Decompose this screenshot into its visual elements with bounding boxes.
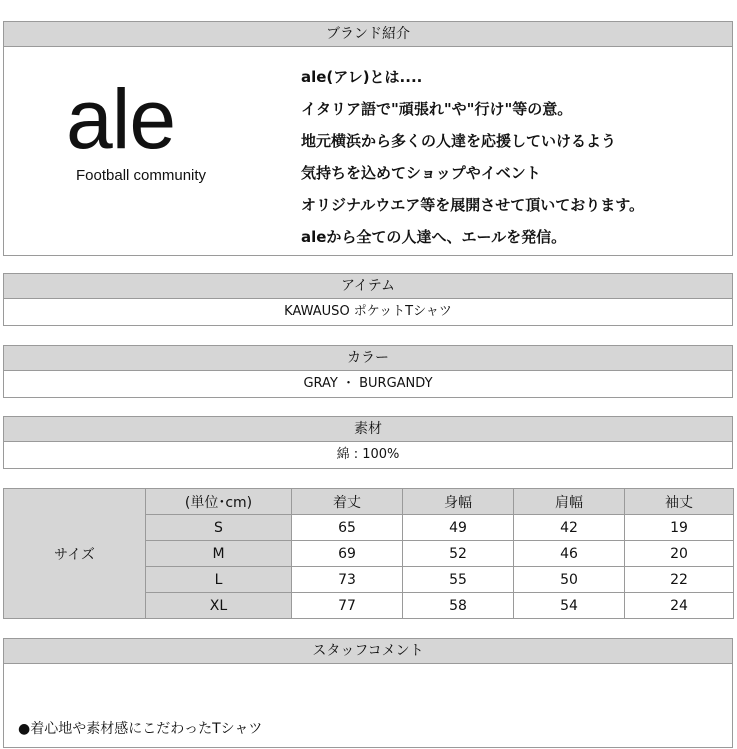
- column-header: 肩幅: [514, 489, 625, 515]
- column-header: 身幅: [403, 489, 514, 515]
- size-cell: XL: [146, 593, 292, 619]
- intro-line: イタリア語で"頑張れ"や"行け"等の意。: [301, 100, 573, 118]
- staff-comment-section: [3, 638, 733, 748]
- size-table-header-row: [4, 489, 734, 515]
- value-cell: 73: [292, 567, 403, 593]
- brand-body: [4, 47, 732, 257]
- staff-body: [4, 664, 732, 749]
- staff-comment: ●着心地や素材感にこだわったTシャツ: [18, 721, 263, 737]
- intro-line: 地元横浜から多くの人達を応援していけるよう: [301, 132, 617, 150]
- material-section: [3, 416, 733, 469]
- value-cell: 46: [514, 541, 625, 567]
- item-value: KAWAUSO ポケットTシャツ: [284, 304, 452, 319]
- staff-header: スタッフコメント: [4, 639, 732, 664]
- value-cell: 69: [292, 541, 403, 567]
- item-header: アイテム: [4, 274, 732, 299]
- color-value: GRAY ・ BURGANDY: [303, 376, 433, 391]
- value-cell: 24: [625, 593, 734, 619]
- item-section: [3, 273, 733, 326]
- ale-logo: [66, 72, 256, 184]
- value-cell: 77: [292, 593, 403, 619]
- value-cell: 49: [403, 515, 514, 541]
- material-value: 綿 : 100%: [336, 447, 400, 462]
- brand-intro: [301, 61, 644, 253]
- value-cell: 52: [403, 541, 514, 567]
- value-cell: 50: [514, 567, 625, 593]
- size-row-label: サイズ: [4, 489, 146, 619]
- size-cell: S: [146, 515, 292, 541]
- brand-header: ブランド紹介: [4, 22, 732, 47]
- intro-line: aleから全ての人達へ、エールを発信。: [301, 228, 567, 246]
- value-cell: 19: [625, 515, 734, 541]
- logo-wordmark: ale: [66, 72, 176, 166]
- intro-line: オリジナルウエア等を展開させて頂いております。: [301, 196, 645, 214]
- intro-line: ale(アレ)とは....: [301, 68, 423, 86]
- size-cell: L: [146, 567, 292, 593]
- unit-label: (単位･cm): [146, 489, 292, 515]
- size-cell: M: [146, 541, 292, 567]
- column-header: 着丈: [292, 489, 403, 515]
- value-cell: 42: [514, 515, 625, 541]
- brand-section: [3, 21, 733, 256]
- intro-line: 気持ちを込めてショップやイベント: [301, 164, 541, 182]
- value-cell: 54: [514, 593, 625, 619]
- value-cell: 65: [292, 515, 403, 541]
- value-cell: 55: [403, 567, 514, 593]
- column-header: 袖丈: [625, 489, 734, 515]
- logo-tagline: Football community: [76, 167, 207, 184]
- value-cell: 22: [625, 567, 734, 593]
- value-cell: 20: [625, 541, 734, 567]
- color-section: [3, 345, 733, 398]
- color-header: カラー: [4, 346, 732, 371]
- material-header: 素材: [4, 417, 732, 442]
- value-cell: 58: [403, 593, 514, 619]
- size-table: [3, 488, 734, 619]
